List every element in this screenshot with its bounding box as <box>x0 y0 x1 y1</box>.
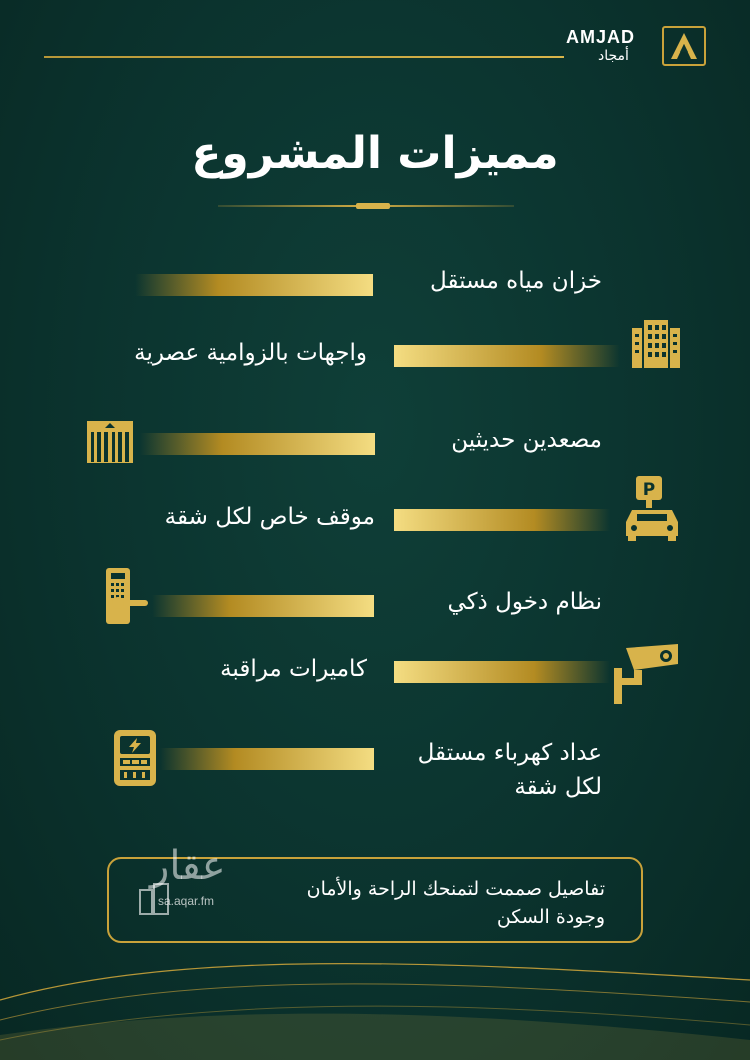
logo-mark <box>662 26 706 66</box>
smart-lock-icon <box>104 566 150 626</box>
decorative-waves <box>0 940 750 1060</box>
gold-bar <box>152 595 374 617</box>
watermark-logo-text: عقار <box>150 843 226 889</box>
elevator-icon <box>86 420 134 464</box>
gold-bar <box>394 509 610 531</box>
logo-arabic-text: أمجاد <box>598 48 629 64</box>
watermark-url: sa.aqar.fm <box>158 894 215 908</box>
svg-text:P: P <box>642 480 656 500</box>
electricity-meter-icon <box>112 728 158 788</box>
gold-bar <box>394 661 610 683</box>
gold-bar <box>135 274 373 296</box>
gold-bar <box>394 345 620 367</box>
feature-label: كاميرات مراقبة <box>220 656 367 682</box>
feature-label-line2: لكل شقة <box>514 774 602 800</box>
feature-label: نظام دخول ذكي <box>447 589 602 615</box>
gold-bar <box>160 748 374 770</box>
header-divider <box>44 56 564 58</box>
tagline-line1: تفاصيل صممت لتمنحك الراحة والأمان <box>306 878 605 900</box>
tagline-line2: وجودة السكن <box>496 906 605 928</box>
cctv-camera-icon <box>612 640 684 706</box>
feature-label: خزان مياه مستقل <box>430 268 602 294</box>
logo-a-icon <box>664 28 704 64</box>
feature-label: واجهات بالزوامية عصرية <box>134 340 367 366</box>
title-underline-accent <box>356 203 390 209</box>
parking-car-icon <box>620 474 684 542</box>
page-title: مميزات المشروع <box>191 128 559 179</box>
logo-latin-text: AMJAD <box>566 27 636 47</box>
tagline-text <box>300 875 605 931</box>
feature-label <box>418 736 602 804</box>
feature-label-line1: عداد كهرباء مستقل <box>417 740 602 766</box>
gold-bar <box>140 433 375 455</box>
feature-label: موقف خاص لكل شقة <box>164 504 375 530</box>
feature-label: مصعدين حديثين <box>451 427 602 453</box>
building-icon <box>628 318 684 370</box>
